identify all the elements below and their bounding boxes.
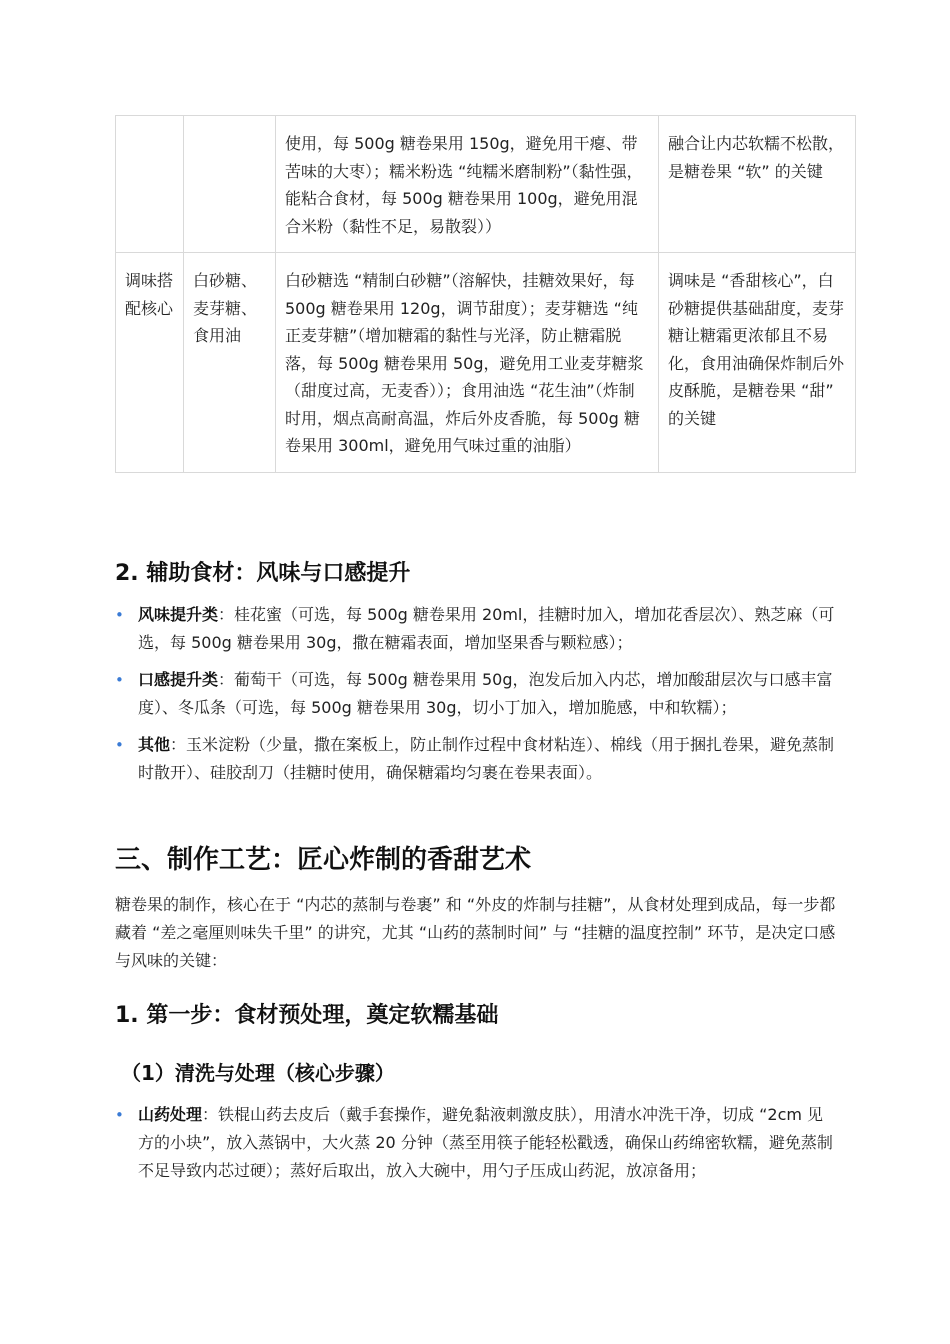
item-separator: ： [218,670,235,689]
auxiliary-ingredients-list [115,601,835,796]
section-heading-auxiliary: 2. 辅助食材：风味与口感提升 [115,561,411,586]
item-text: 桂花蜜（可选，每 500g 糖卷果用 20ml，挂糖时加入，增加花香层次）、熟芝麻（可选，每 500g 糖卷果用 30g，撒在糖霜表面，增加坚果香与颗粒感）； [138,605,835,652]
subheading-cleaning: （1）清洗与处理（核心步骤） [121,1061,395,1085]
table-cell-category [116,116,184,253]
step-heading-preprocess: 1. 第一步：食材预处理，奠定软糯基础 [115,1003,499,1028]
table-row [116,116,856,253]
item-separator: ： [218,605,235,624]
table-cell-ingredients: 白砂糖、麦芽糖、食用油 [184,253,276,473]
list-item [115,666,835,722]
intro-paragraph: 糖卷果的制作，核心在于 “内芯的蒸制与卷裹” 和 “外皮的炸制与挂糖”，从食材处理到成品，每一步都藏着 “差之毫厘则味失千里” 的讲究，尤其 “山药的蒸制时间” 与 “挂糖的温度控制” 环节，是决定口感与风味的关键： [115,895,836,970]
item-text: 葡萄干（可选，每 500g 糖卷果用 50g，泡发后加入内芯，增加酸甜层次与口感丰富度）、冬瓜条（可选，每 500g 糖卷果用 30g，切小丁加入，增加脆感，中和软糯）； [138,670,833,717]
bullet-icon: • [115,671,124,689]
table-cell-role: 融合让内芯软糯不松散，是糖卷果 “软” 的关键 [659,116,856,253]
item-separator: ： [202,1105,219,1124]
table-row [116,253,856,473]
item-separator: ： [170,735,187,754]
bullet-icon: • [115,1106,124,1124]
item-label: 其他 [138,735,171,754]
item-label: 山药处理 [138,1105,203,1124]
list-item [115,601,835,657]
bullet-icon: • [115,736,124,754]
list-item [115,1101,835,1185]
bullet-icon: • [115,606,124,624]
item-label: 风味提升类 [138,605,219,624]
item-text: 玉米淀粉（少量，撒在案板上，防止制作过程中食材粘连）、棉线（用于捆扎卷果，避免蒸制时散开）、硅胶刮刀（挂糖时使用，确保糖霜均匀裹在卷果表面）。 [138,735,835,782]
cleaning-steps-list [115,1101,835,1194]
table-cell-selection: 白砂糖选 “精制白砂糖”（溶解快，挂糖效果好，每 500g 糖卷果用 120g，调节甜度）；麦芽糖选 “纯正麦芽糖”（增加糖霜的黏性与光泽，防止糖霜脱落，每 500g 糖卷果用 50g，避免用工业麦芽糖浆（甜度过高，无麦香））；食用油选 “花生油”（炸制时用，烟点高耐高温，炸后外皮香脆，每 500g 糖卷果用 300ml，避免用气味过重的油脂） [276,253,659,473]
ingredients-table [115,115,856,473]
item-label: 口感提升类 [138,670,219,689]
chapter-heading-process: 三、制作工艺：匠心炸制的香甜艺术 [115,845,532,875]
item-text: 铁棍山药去皮后（戴手套操作，避免黏液刺激皮肤），用清水冲洗干净，切成 “2cm 见方的小块”，放入蒸锅中，大火蒸 20 分钟（蒸至用筷子能轻松戳透，确保山药绵密软糯，避免蒸制不足导致内芯过硬）；蒸好后取出，放入大碗中，用勺子压成山药泥，放凉备用； [138,1105,833,1180]
table-cell-category: 调味搭配核心 [116,253,184,473]
table-cell-role: 调味是 “香甜核心”，白砂糖提供基础甜度，麦芽糖让糖霜更浓郁且不易化，食用油确保炸制后外皮酥脆，是糖卷果 “甜” 的关键 [659,253,856,473]
table-cell-ingredients [184,116,276,253]
list-item [115,731,835,787]
table-cell-selection: 使用，每 500g 糖卷果用 150g，避免用干瘪、带苦味的大枣）；糯米粉选 “纯糯米磨制粉”（黏性强，能粘合食材，每 500g 糖卷果用 100g，避免用混合米粉（黏性不足，易散裂）） [276,116,659,253]
